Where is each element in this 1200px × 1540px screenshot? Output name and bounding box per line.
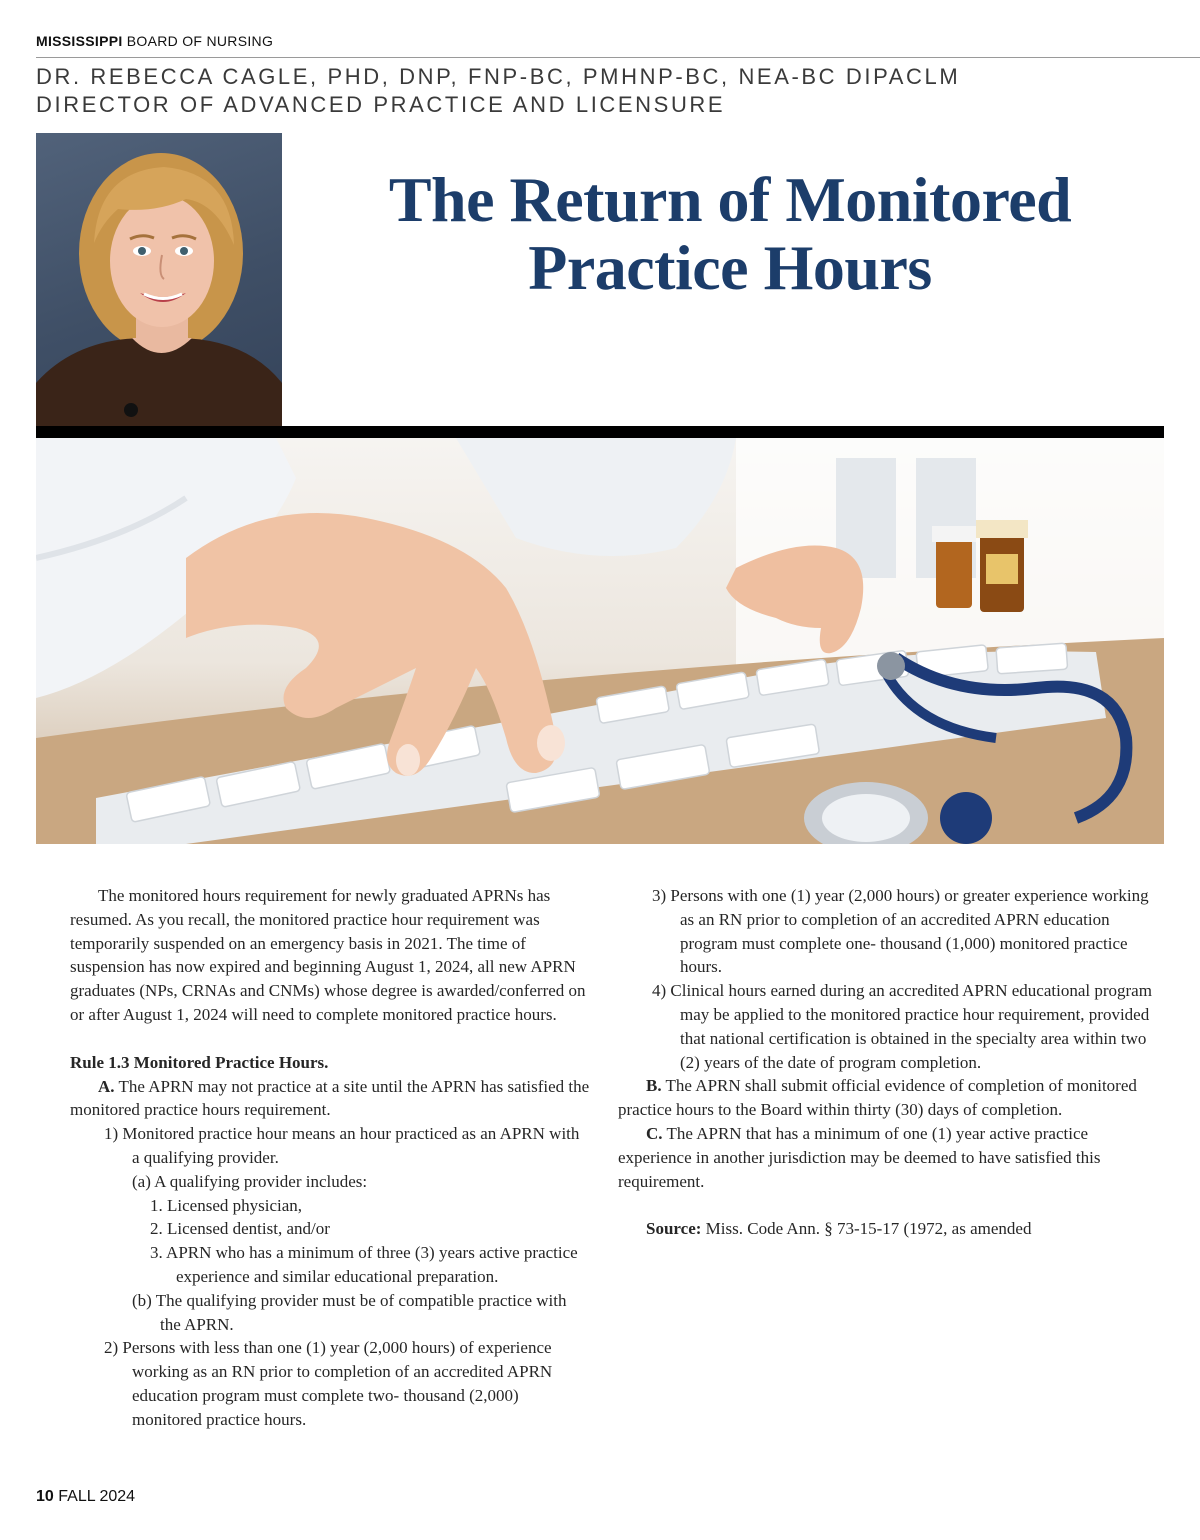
rule-heading: [70, 1051, 590, 1075]
rule-b: [618, 1074, 1158, 1122]
author-portrait-photo: [36, 133, 282, 426]
rule-c: [618, 1122, 1158, 1193]
publication-board: BOARD OF NURSING: [126, 33, 274, 49]
article-title: [300, 166, 1160, 302]
rule-item-3: 3) Persons with one (1) year (2,000 hours) or greater experience working as an RN prior to completion of an accredited APRN education program must complete one- thousand (1,000) monitored practice hours.: [652, 886, 1149, 977]
section-divider-bar: [36, 426, 1164, 438]
rule-item-1b: (b) The qualifying provider must be of compatible practice with the APRN.: [132, 1290, 567, 1334]
issue-label: FALL 2024: [58, 1488, 136, 1505]
article-title-line-1: The Return of Monitored: [388, 164, 1072, 235]
header-divider: [36, 57, 1200, 58]
author-block: [36, 63, 960, 119]
rule-item-2-part: 2) Persons with less than one (1) year (2,000 hours) of experience working as an RN prior to completion of an accredited APRN education program must complete two- thousand (2,000) monitored practice hours.: [104, 1338, 553, 1429]
article-column-left: [70, 884, 590, 1432]
rule-heading-text: Rule 1.3 Monitored Practice Hours.: [70, 1052, 329, 1072]
rule-item-1a-3: 3. APRN who has a minimum of three (3) years active practice experience and similar educational preparation.: [150, 1243, 578, 1286]
rule-item-1a-1: 1. Licensed physician,: [150, 1195, 303, 1215]
rule-a: [70, 1075, 590, 1123]
publication-state: MISSISSIPPI: [36, 33, 123, 49]
intro-paragraph: The monitored hours requirement for newly graduated APRNs has resumed. As you recall, the monitored practice hour requirement was temporarily suspended on an emergency basis in 2021. The time of suspension has now expired and beginning August 1, 2024, all new APRN graduates (NPs, CRNAs and CNMs) whose degree is awarded/conferred on or after August 1, 2024 will need to complete monitored practice hours.: [70, 886, 586, 1024]
hero-photo: [36, 438, 1164, 844]
rule-item-1a: (a) A qualifying provider includes:: [132, 1171, 368, 1191]
rule-item-1a-2: 2. Licensed dentist, and/or: [150, 1219, 330, 1239]
source-text: Miss. Code Ann. § 73-15-17 (1972, as amended: [705, 1219, 1032, 1239]
rule-item-4: 4) Clinical hours earned during an accredited APRN educational program may be applied to the monitored practice hour requirement, provided that national certification is obtained in the specialty area within two (2) years of the date of program completion.: [652, 981, 1152, 1072]
source-citation: [618, 1217, 1158, 1241]
author-name: DR. REBECCA CAGLE, PHD, DNP, FNP-BC, PMHNP-BC, NEA-BC DIPACLM: [36, 64, 961, 89]
author-title: DIRECTOR OF ADVANCED PRACTICE AND LICENSURE: [36, 92, 726, 117]
page-number: 10: [36, 1488, 54, 1505]
source-label: Source:: [646, 1219, 702, 1239]
rule-c-text: The APRN that has a minimum of one (1) year active practice experience in another jurisdiction may be deemed to have satisfied this requirement.: [618, 1123, 1101, 1191]
rule-a-text: The APRN may not practice at a site until the APRN has satisfied the monitored practice hours requirement.: [70, 1076, 590, 1120]
article-column-right: [618, 884, 1158, 1241]
rule-c-label: C.: [646, 1123, 663, 1143]
rule-b-label: B.: [646, 1076, 662, 1096]
rule-b-text: The APRN shall submit official evidence of completion of monitored practice hours to the Board within thirty (30) days of completion.: [618, 1076, 1137, 1120]
page-footer: [36, 1488, 135, 1506]
publication-header: [36, 33, 273, 49]
article-title-line-2: Practice Hours: [528, 232, 932, 303]
rule-a-label: A.: [98, 1076, 115, 1096]
rule-item-1: 1) Monitored practice hour means an hour practiced as an APRN with a qualifying provider.: [104, 1124, 580, 1167]
